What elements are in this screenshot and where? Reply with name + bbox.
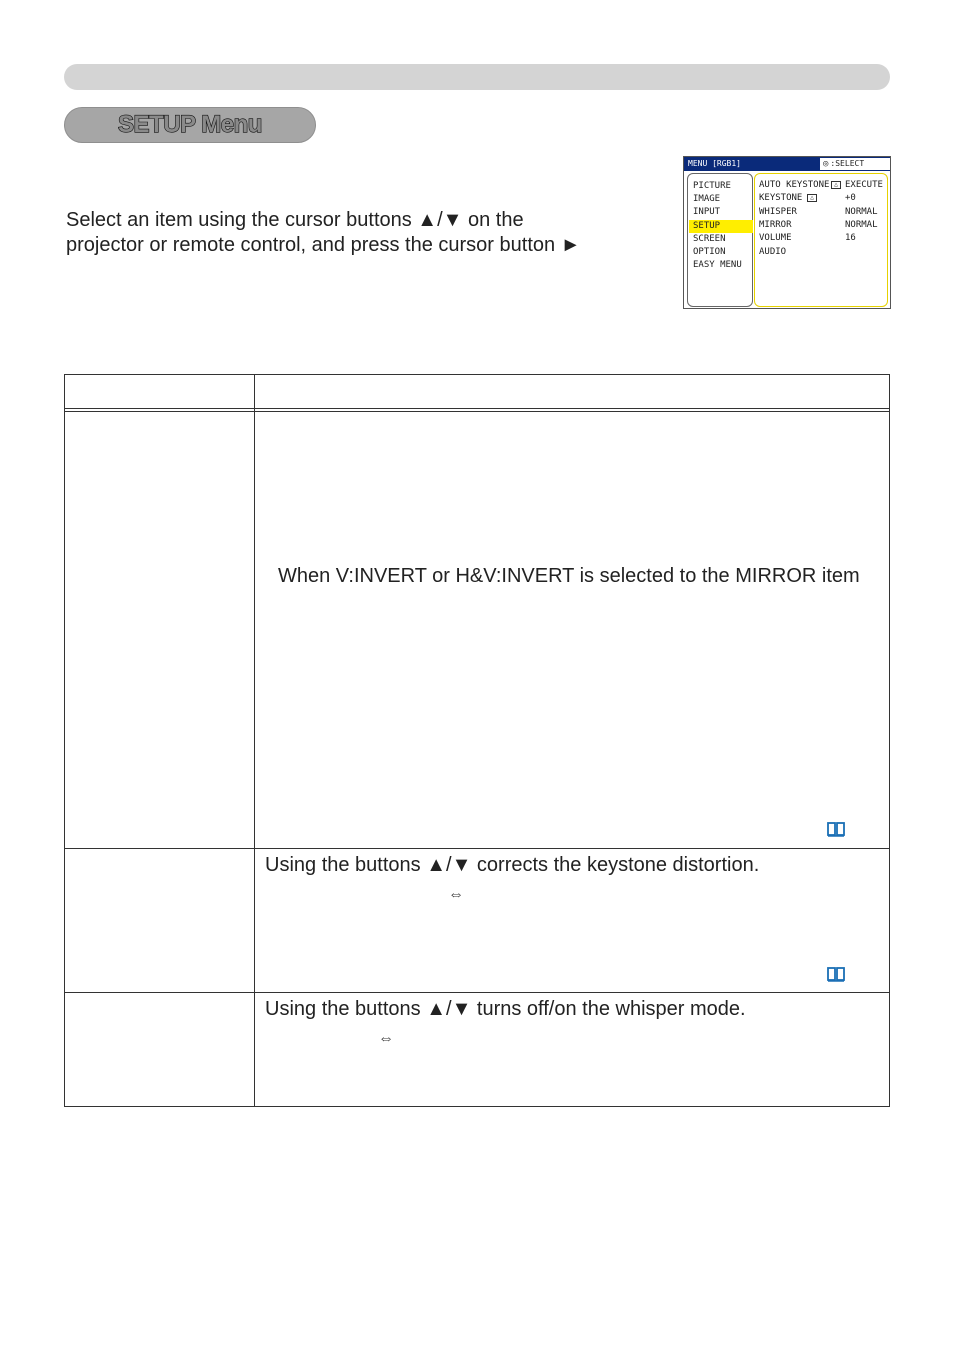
cursor-pad-icon: ◎: [823, 159, 829, 169]
osd-row-mirror[interactable]: [759, 219, 887, 232]
table-border-left: [64, 374, 65, 1107]
osd-label-volume: VOLUME: [759, 233, 792, 243]
keystone-icon: △: [831, 181, 841, 189]
osd-row-keystone[interactable]: [759, 192, 887, 205]
osd-value-mirror: NORMAL: [845, 220, 878, 230]
osd-menu-item-easy-menu[interactable]: EASY MENU: [693, 260, 742, 270]
section-title-pill: [64, 107, 316, 143]
osd-menu-item-input[interactable]: INPUT: [693, 207, 721, 217]
double-arrow-icon: ⇔: [378, 1030, 394, 1047]
table-row-divider-2: [64, 992, 890, 993]
intro-line-2: projector or remote control, and press the cursor button ►: [66, 234, 581, 256]
header-bar: [64, 64, 890, 90]
whisper-desc-text: Using the buttons ▲/▼ turns off/on the whisper mode.: [265, 998, 746, 1020]
table-header-rule-2: [64, 411, 890, 412]
osd-label-whisper: WHISPER: [759, 207, 797, 217]
table-row-divider-1: [64, 848, 890, 849]
keystone-icon: △: [807, 194, 817, 202]
osd-row-auto-keystone[interactable]: [759, 179, 887, 192]
osd-row-volume[interactable]: [759, 232, 887, 245]
osd-label-mirror: MIRROR: [759, 220, 792, 230]
table-border-right: [889, 374, 890, 1107]
intro-text: [66, 208, 666, 258]
double-arrow-icon: ⇔: [448, 886, 464, 903]
table-column-divider: [254, 374, 255, 1107]
osd-label-auto-keystone: AUTO KEYSTONE: [759, 180, 830, 190]
intro-line-1: Select an item using the cursor buttons ▲/▼ on the: [66, 209, 524, 231]
osd-row-whisper[interactable]: [759, 206, 887, 219]
table-border-bottom: [64, 1106, 890, 1107]
setup-items-table: [64, 374, 890, 1107]
osd-value-volume: 16: [845, 233, 856, 243]
keystone-desc-text: Using the buttons ▲/▼ corrects the keystone distortion.: [265, 854, 760, 876]
book-icon[interactable]: [826, 967, 846, 983]
osd-menu-item-screen[interactable]: SCREEN: [693, 234, 726, 244]
table-header-rule-1: [64, 408, 890, 409]
osd-value-auto-keystone: EXECUTE: [845, 180, 883, 190]
osd-header-title: MENU [RGB1]: [688, 159, 741, 168]
osd-row-audio[interactable]: [759, 246, 887, 259]
osd-menu-item-picture[interactable]: PICTURE: [693, 181, 731, 191]
mirror-note-text: When V:INVERT or H&V:INVERT is selected to the MIRROR item: [278, 565, 860, 587]
osd-setup-submenu: [754, 173, 888, 307]
osd-menu-item-option[interactable]: OPTION: [693, 247, 726, 257]
osd-value-whisper: NORMAL: [845, 207, 878, 217]
osd-menu-screenshot: [683, 156, 891, 309]
osd-select-label: :SELECT: [830, 159, 865, 168]
osd-select-hint: [820, 158, 890, 170]
table-border-top: [64, 374, 890, 375]
osd-main-menu: [687, 173, 753, 307]
osd-menu-item-image[interactable]: IMAGE: [693, 194, 721, 204]
osd-value-keystone: +0: [845, 193, 856, 203]
osd-header: [684, 157, 890, 171]
page-title: SETUP Menu: [118, 111, 262, 138]
osd-label-audio: AUDIO: [759, 247, 787, 257]
osd-menu-item-setup[interactable]: SETUP: [689, 220, 753, 233]
book-icon[interactable]: [826, 822, 846, 838]
osd-label-keystone: KEYSTONE: [759, 193, 803, 203]
